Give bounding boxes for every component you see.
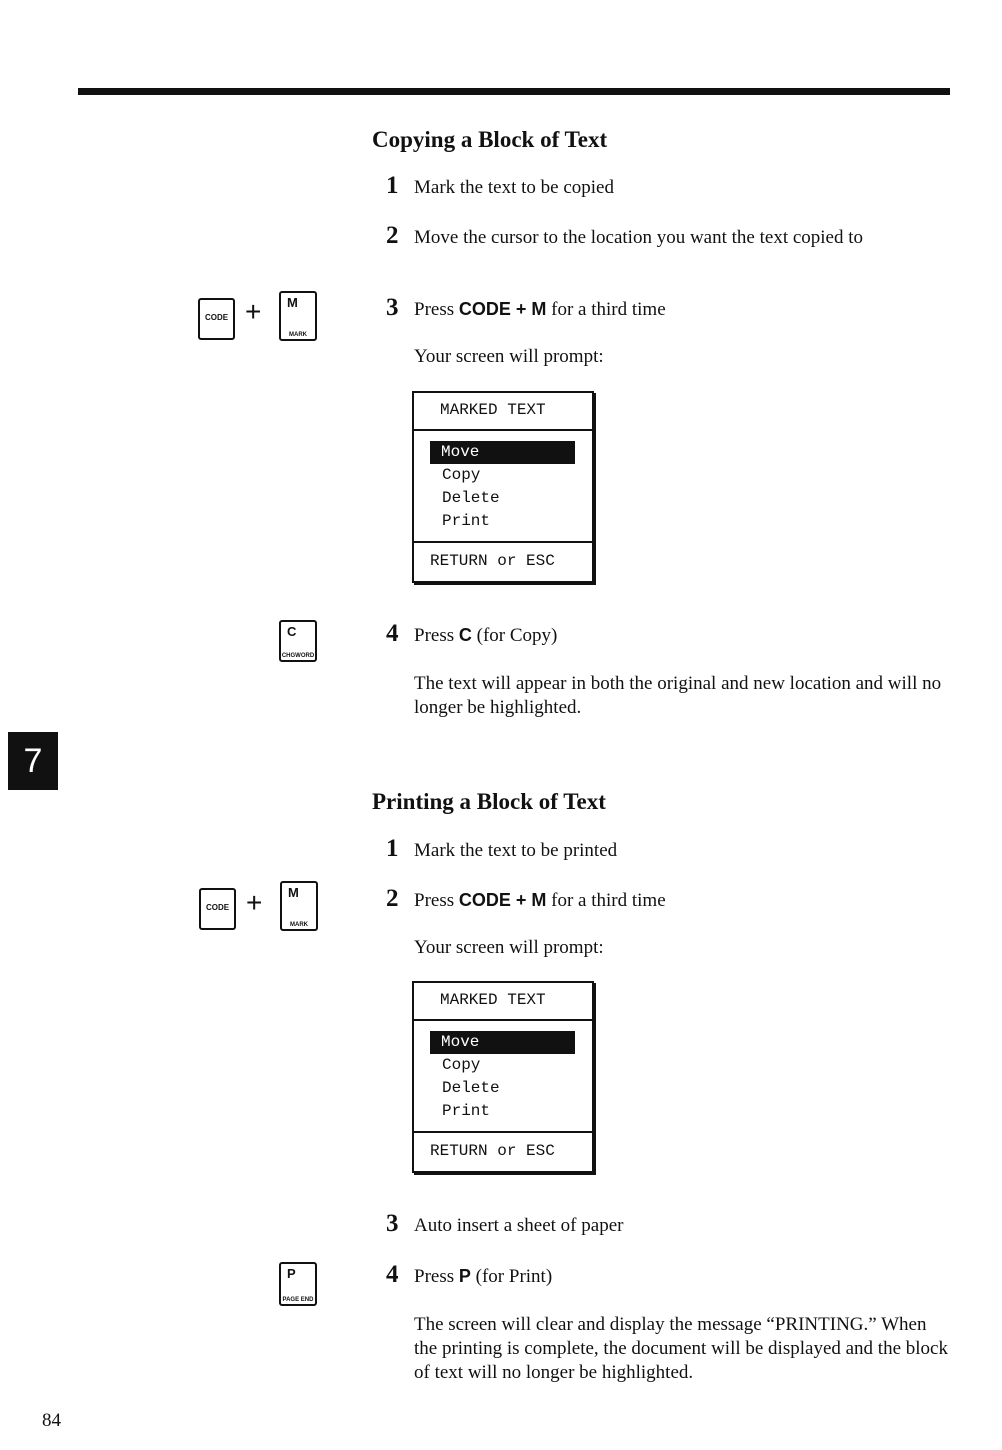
copy-step-4 xyxy=(386,620,557,648)
step-post: (for Print) xyxy=(470,1266,553,1287)
menu-options xyxy=(414,1021,592,1133)
step-keys: CODE + M xyxy=(458,890,547,910)
prompt-intro: Your screen will prompt: xyxy=(414,937,604,958)
menu-option-print[interactable]: Print xyxy=(442,512,491,530)
code-key-icon xyxy=(199,888,236,930)
p-key-icon xyxy=(279,1262,317,1306)
print-result: The screen will clear and display the message “PRINTING.” When the printing is complete, the document will be displayed and the block of text will no longer be highlighted. xyxy=(414,1314,948,1383)
m-key-icon xyxy=(279,291,317,341)
page-number: 84 xyxy=(42,1410,61,1431)
step-number: 4 xyxy=(386,620,399,647)
plus-sign: + xyxy=(246,887,263,918)
step-keys: CODE + M xyxy=(458,299,547,319)
print-step-3 xyxy=(386,1210,623,1238)
step-text: Mark the text to be copied xyxy=(414,177,614,198)
m-key-sub: MARK xyxy=(289,332,307,338)
print-step-2 xyxy=(386,885,666,913)
marked-text-menu xyxy=(412,391,594,583)
code-key-label: CODE xyxy=(205,903,230,912)
step-text: Move the cursor to the location you want the text copied to xyxy=(414,227,864,248)
m-key-cap: M xyxy=(288,885,299,900)
step-pre: Press xyxy=(414,890,459,911)
step-post: (for Copy) xyxy=(471,625,558,646)
menu-title: MARKED TEXT xyxy=(414,983,592,1021)
menu-footer: RETURN or ESC xyxy=(430,1142,555,1160)
menu-footer: RETURN or ESC xyxy=(430,552,555,570)
m-key-sub: MARK xyxy=(290,922,308,928)
prompt-intro: Your screen will prompt: xyxy=(414,346,604,367)
step-keys: C xyxy=(458,625,472,645)
c-key-icon xyxy=(279,620,317,662)
step-number: 3 xyxy=(386,1210,399,1237)
step-pre: Press xyxy=(414,625,459,646)
top-rule xyxy=(78,88,950,95)
step-text: Auto insert a sheet of paper xyxy=(414,1215,624,1236)
step-post: for a third time xyxy=(546,890,666,911)
step-number: 3 xyxy=(386,294,399,321)
section-title-printing: Printing a Block of Text xyxy=(372,789,606,814)
section-title-copying: Copying a Block of Text xyxy=(372,127,608,152)
step-post: for a third time xyxy=(546,299,666,320)
marked-text-menu xyxy=(412,981,594,1173)
c-key-sub: CHGWORD xyxy=(281,653,315,659)
code-key-icon xyxy=(198,298,235,340)
step-text: Mark the text to be printed xyxy=(414,840,618,861)
step-pre: Press xyxy=(414,1266,459,1287)
menu-title: MARKED TEXT xyxy=(414,393,592,431)
copy-step-1 xyxy=(386,172,614,200)
step-number: 4 xyxy=(386,1261,399,1288)
copy-step-2 xyxy=(386,222,863,250)
chapter-tab: 7 xyxy=(8,732,58,790)
p-key-sub: PAGE END xyxy=(282,1297,314,1303)
step-number: 2 xyxy=(386,885,399,912)
menu-option-copy[interactable]: Copy xyxy=(442,1056,481,1074)
menu-option-print[interactable]: Print xyxy=(442,1102,491,1120)
copy-result: The text will appear in both the original and new location and will no longer be highlighted. xyxy=(414,673,942,718)
menu-option-move[interactable]: Move xyxy=(430,441,575,464)
step-number: 1 xyxy=(386,835,399,862)
print-step-4 xyxy=(386,1261,552,1289)
step-pre: Press xyxy=(414,299,459,320)
code-key-label: CODE xyxy=(204,313,229,322)
p-key-cap: P xyxy=(287,1266,296,1281)
c-key-cap: C xyxy=(287,624,297,639)
step-number: 2 xyxy=(386,222,399,249)
menu-option-copy[interactable]: Copy xyxy=(442,466,481,484)
step-keys: P xyxy=(458,1266,471,1286)
print-step-1 xyxy=(386,835,617,863)
m-key-cap: M xyxy=(287,295,298,310)
m-key-icon xyxy=(280,881,318,931)
menu-options xyxy=(414,431,592,543)
menu-option-delete[interactable]: Delete xyxy=(442,1079,500,1097)
plus-sign: + xyxy=(245,296,262,327)
menu-option-delete[interactable]: Delete xyxy=(442,489,500,507)
step-number: 1 xyxy=(386,172,399,199)
menu-option-move[interactable]: Move xyxy=(430,1031,575,1054)
copy-step-3 xyxy=(386,294,666,322)
